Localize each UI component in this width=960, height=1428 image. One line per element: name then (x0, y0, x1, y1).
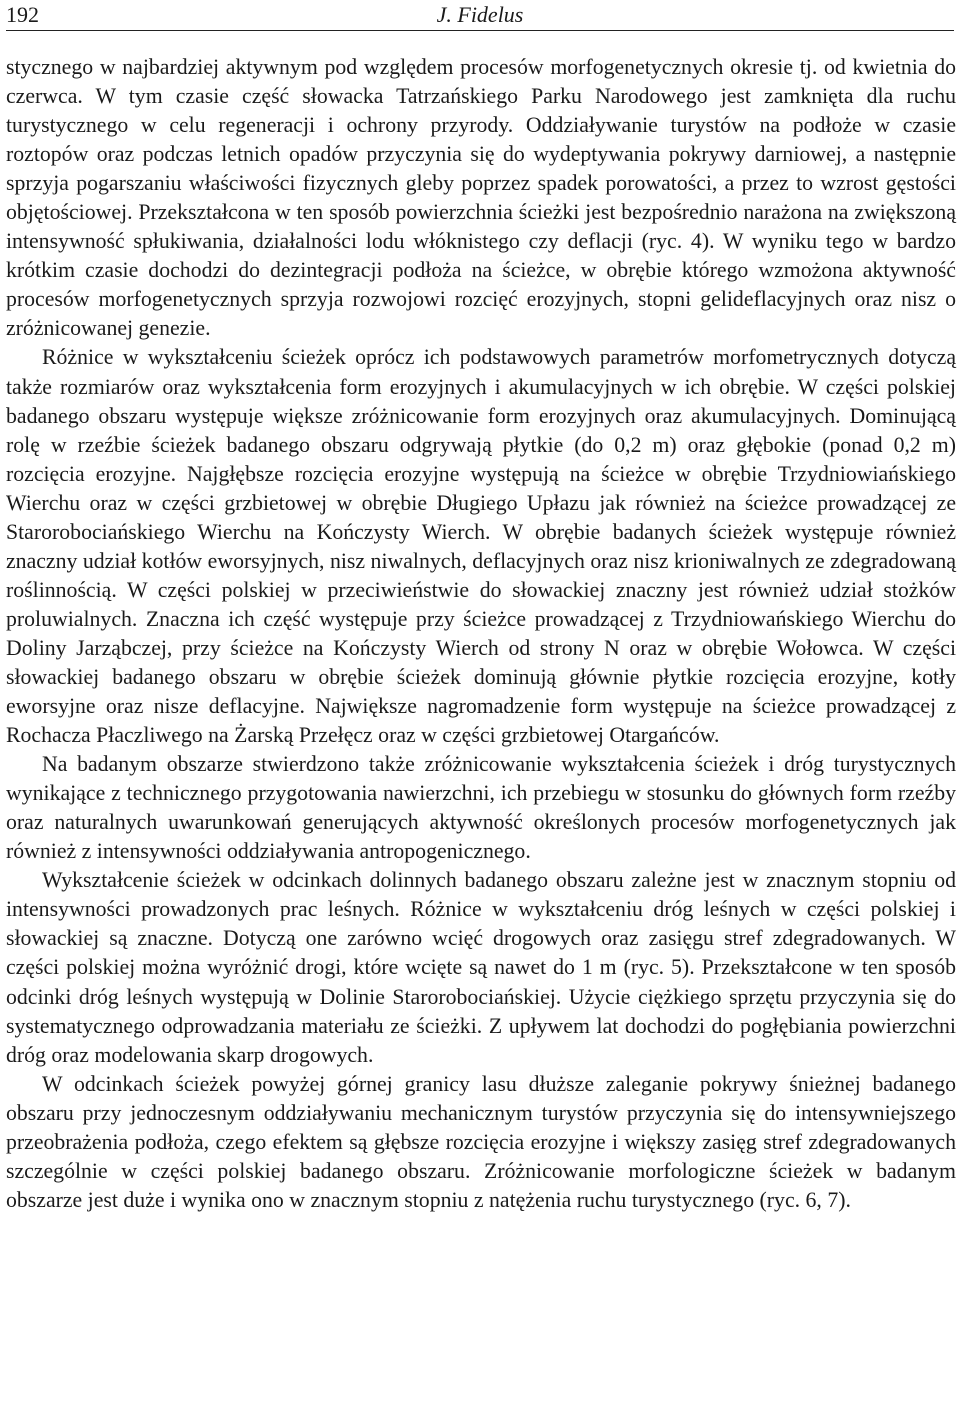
running-title: J. Fidelus (436, 2, 524, 27)
paragraph: Wykształcenie ścieżek w odcinkach dolinnych badanego obszaru zależne jest w znacznym stopniu od intensywności prowadzonych prac leśnych. Różnice w wykształceniu dróg leśnych w części polskiej i słowackiej są znaczne. Dotyczą one zarówno wcięć drogowych oraz zasięgu stref zdegradowanych. W części polskiej można wyróżnić drogi, które wcięte są nawet do 1 m (ryc. 5). Przekształcone w ten sposób odcinki dróg leśnych występują w Dolinie Starorobociańskiej. Użycie ciężkiego sprzętu przyczynia się do systematycznego odprowadzania materiału ze ścieżki. Z upływem lat dochodzi do pogłębiania powierzchni dróg oraz modelowania skarp drogowych. (6, 868, 956, 1067)
page-number: 192 (6, 2, 39, 27)
body-text (6, 53, 956, 1215)
paragraph: Na badanym obszarze stwierdzono także zróżnicowanie wykształcenia ścieżek i dróg turystycznych wynikające z technicznego przygotowania nawierzchni, ich przebiegu w stosunku do głównych form rzeźby oraz naturalnych uwarunkowań generujących aktywność określonych procesów morfogenetycznych jak również z intensywności oddziaływania antropogenicznego. (6, 752, 956, 864)
paragraph-continuation: stycznego w najbardziej aktywnym pod względem procesów morfogenetycznych okresie tj. od kwietnia do czerwca. W tym czasie część słowacka Tatrzańskiego Parku Narodowego jest zamknięta dla ruchu turystycznego w celu regeneracji i ochrony przyrody. Oddziaływanie turystów na podłoże w czasie roztopów oraz podczas letnich opadów przyczynia się do wydeptywania pokrywy darniowej, a następnie sprzyja pogarszaniu właściwości fizycznych gleby poprzez spadek porowatości, a przez to wzrost gęstości objętościowej. Przekształcona w ten sposób powierzchnia ścieżki jest bezpośrednio narażona na zwiększoną intensywność spłukiwania, działalności lodu włóknistego czy deflacji (ryc. 4). W wyniku tego w bardzo krótkim czasie dochodzi do dezintegracji podłoża na ścieżce, w obrębie którego wzmożona aktywność procesów morfogenetycznych sprzyja rozwojowi rozcięć erozyjnych, stopni gelideflacyjnych oraz nisz o zróżnicowanej genezie. (6, 55, 956, 341)
paragraph: W odcinkach ścieżek powyżej górnej granicy lasu dłuższe zaleganie pokrywy śnieżnej badanego obszaru przy jednoczesnym oddziaływaniu mechanicznym turystów przyczynia się do intensywniejszego przeobrażenia podłoża, czego efektem są głębsze rozcięcia erozyjne i większy zasięg stref zdegradowanych szczególnie w części polskiej badanego obszaru. Zróżnicowanie morfologiczne ścieżek w badanym obszarze jest duże i wynika ono w znacznym stopniu z natężenia ruchu turystycznego (ryc. 6, 7). (6, 1071, 956, 1212)
paragraph: Różnice w wykształceniu ścieżek oprócz ich podstawowych parametrów morfometrycznych dotyczą także rozmiarów oraz wykształcenia form erozyjnych i akumulacyjnych w ich obrębie. W części polskiej badanego obszaru występuje większe zróżnicowanie form erozyjnych oraz akumulacyjnych. Dominującą rolę w rzeźbie ścieżek badanego obszaru odgrywają płytkie (do 0,2 m) oraz głębokie (ponad 0,2 m) rozcięcia erozyjne. Najgłębsze rozcięcia erozyjne występują na ścieżce w obrębie Trzydniowiańskiego Wierchu oraz w części grzbietowej w obrębie Długiego Upłazu jak również na ścieżce prowadzącej ze Starorobociańskiego Wierchu na Kończysty Wierch. W obrębie badanych ścieżek występuje również znaczny udział kotłów eworsyjnych, nisz niwalnych, deflacyjnych oraz nisz krioniwalnych ze zdegradowaną roślinnością. W części polskiej w przeciwieństwie do słowackiej znaczny jest również udział stożków proluwialnych. Znaczna ich część występuje przy ścieżce prowadzącej z Trzydniowańskiego Wierchu do Doliny Jarząbczej, przy ścieżce na Kończysty Wierch od strony N oraz w obrębie Wołowca. W części słowackiej badanego obszaru w obrębie ścieżek dominują głównie płytkie rozcięcia erozyjne, kotły eworsyjne oraz nisze deflacyjne. Największe nagromadzenie form występuje na ścieżce prowadzącej z Rochacza Płaczliwego na Żarską Przełęcz oraz w części grzbietowej Otargańców. (6, 345, 956, 748)
running-header (6, 0, 954, 31)
